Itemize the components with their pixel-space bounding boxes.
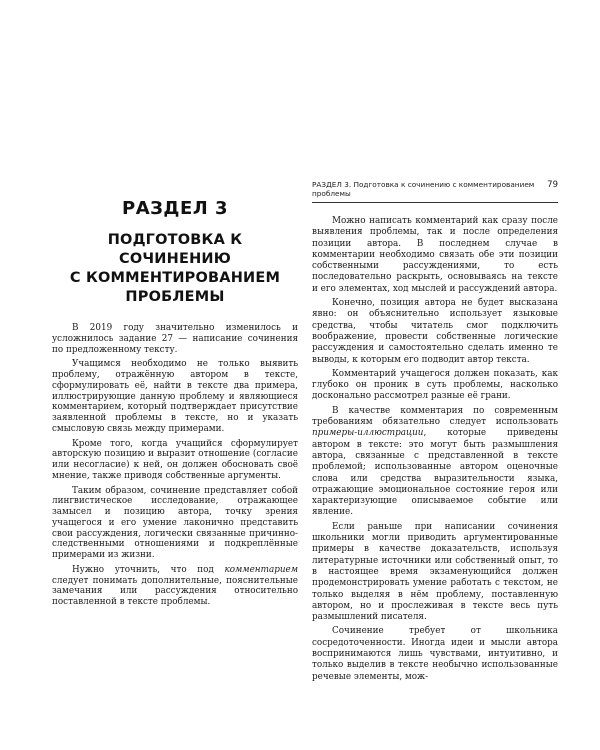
page-number: 79 (547, 180, 558, 190)
paragraph: В 2019 году значительно изменилось и усложнилось задание 27 — написание сочинения по предложенному тексту. (52, 323, 298, 355)
paragraph (52, 565, 298, 608)
paragraph-text: Нужно уточнить, что под (72, 564, 225, 575)
paragraph: Конечно, позиция автора не будет высказана явно: он объяснительно использует языковые средства, чтобы читатель смог подключить воображение, провести собственные логические рассуждения и самостоятельно сделать именно те выводы, к которым его подводит автор текста. (312, 298, 558, 365)
paragraph-text: В качестве комментария по современным требованиям обязательно следует использовать (312, 405, 558, 428)
running-header-title: РАЗДЕЛ 3. Подготовка к сочинению с комментированием проблемы (312, 180, 535, 198)
paragraph: Кроме того, когда учащийся сформулирует авторскую позицию и выразит отношение (согласие или несогласие) к ней, он должен обосновать своё мнение, также приводя собственные аргументы. (52, 438, 298, 481)
emphasized-term: примеры-иллюстрации (312, 428, 424, 439)
paragraph: Сочинение требует от школьника сосредоточенности. Иногда идеи и мысли автора воспринимаются лишь чувствами, интуитивно, и только выделив в тексте необычно использованные речевые элементы, мож- (312, 626, 558, 682)
section-number: РАЗДЕЛ 3 (122, 198, 228, 219)
right-page (312, 180, 558, 686)
paragraph: Комментарий учащегося должен показать, как глубоко он проник в суть проблемы, насколько досконально рассмотрел разные её грани. (312, 368, 558, 402)
paragraph: Можно написать комментарий как сразу после выявления проблемы, так и после определения позиции автора. В последнем случае в комментарии необходимо связать обе эти позиции собственными рассуждениями, то есть последовательно раскрыть, основываясь на тексте и его элементах, ход мыслей и рассуждений автора. (312, 216, 558, 294)
emphasized-term: комментарием (224, 564, 298, 575)
section-title-line: ПОДГОТОВКА К СОЧИНЕНИЮ (107, 232, 243, 267)
paragraph-text: следует понимать дополнительные, пояснительные замечания или рассуждения относительно поставленной в тексте проблемы. (52, 575, 298, 607)
paragraph-text: , которые приведены автором в тексте: это могут быть размышления автора, связанные с представленной в тексте проблемой; использованные автором оценочные слова или средства выразительности языка, отражающие эмоциональное состояние героя или характеризующие описываемое событие или явление. (312, 428, 558, 518)
section-title-line: ПРОБЛЕМЫ (125, 289, 225, 305)
paragraph: Учащимся необходимо не только выявить проблему, отражённую автором в тексте, сформулировать её, найти в тексте два примера, иллюстрирующие данную проблему и являющиеся комментарием, который подтверждает присутствие заявленной проблемы в тексте, но и указать смысловую связь между примерами. (52, 359, 298, 434)
section-heading (52, 198, 298, 307)
running-header (312, 180, 558, 203)
section-title-line: С КОММЕНТИРОВАНИЕМ (69, 270, 281, 286)
section-title (52, 231, 298, 307)
paragraph: Таким образом, сочинение представляет собой лингвистическое исследование, отражающее замысел и позицию автора, точку зрения учащегося и его умение лаконично представить свои рассуждения, логически связанные причинно-следственными отношениями и подкреплённые примерами из жизни. (52, 485, 298, 560)
paragraph: Если раньше при написании сочинения школьники могли приводить аргументированные примеры в качестве доказательств, используя литературные источники или собственный опыт, то в настоящее время экзаменующийся должен продемонстрировать умение работать с текстом, не только выделяя в нём проблему, поставленную автором, но и прослеживая в тексте весь путь размышлений писателя. (312, 521, 558, 623)
left-page (52, 198, 298, 612)
paragraph (312, 406, 558, 519)
